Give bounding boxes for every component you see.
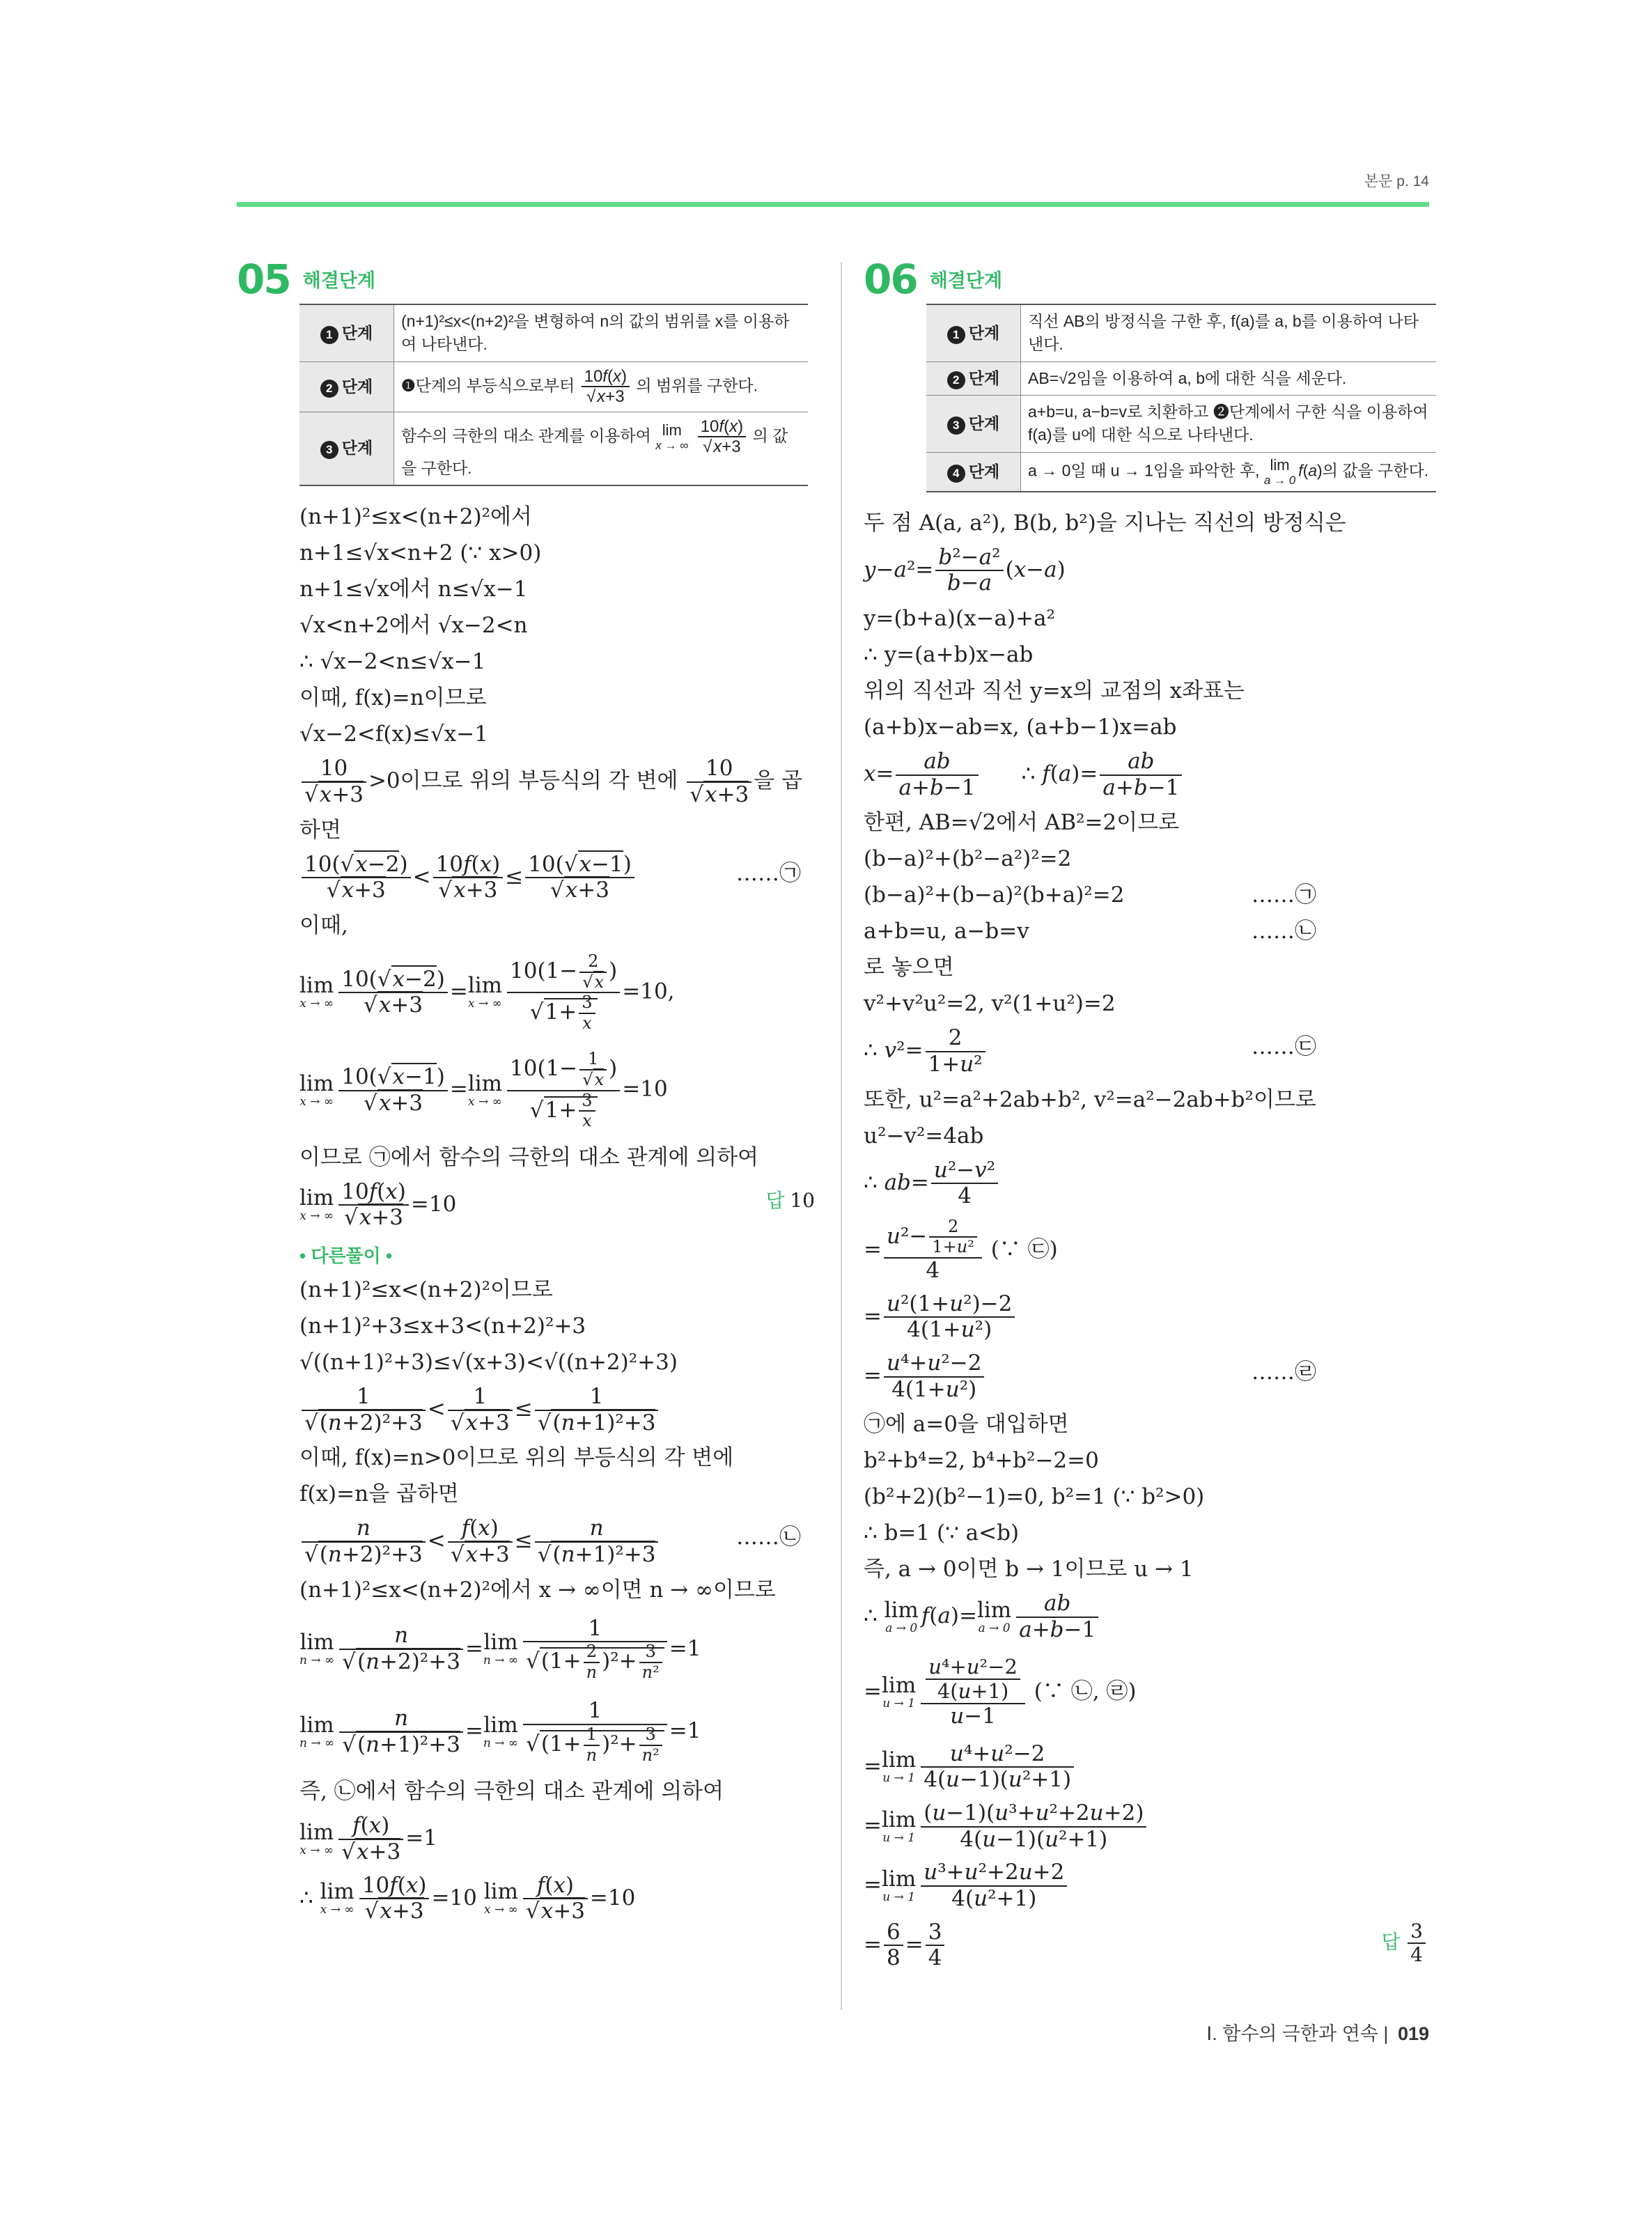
math-line: = lim u → 1 $\frac{\text{u³+u²+2u+2}}{\text{4(u²+1)}}$ [864,1856,1435,1915]
step-text: 직선 AB의 방정식을 구한 후, f(a)를 a, b를 이용하여 나타낸다. [1021,304,1437,361]
math-line: y−a²= $\frac{\text{b²−a²}}{b-a}$ (x−a) [864,544,1066,596]
math-line: = $\frac{6}{8}$ = $\frac{3}{4}$ 답 $\frac{3}{4}$ [864,1916,1435,1975]
math-line: a+b=u, a−b=v ……㉡ [864,913,1435,949]
math-line: lim x → ∞ $\frac{10(√x-2)}{√x+3}$ = lim x → ∞ 10(1− $\frac{2}{√x}$ ) √1+ $\frac{3}{x}$ =10, [299,951,675,1033]
step-text: (n+1)²≤x<(n+2)²을 변형하여 n의 값의 범위를 x를 이용하여 나타낸다. [394,304,809,361]
solution-body [299,499,815,1928]
step-row: 2 단계 ❶단계의 부등식으로부터 $\frac{10f(x)}{√x+3}$ 의 범위를 구한다. [299,361,808,412]
page-number: 019 [1397,2023,1429,2044]
math-line: 한편, AB=√2에서 AB²=2이므로 [864,810,1180,836]
math-line: = lim u → 1 $\frac{\frac{\text{u⁴+u²−2}}{4(u+1)}}{u-1}$ (∵ ㉡, ㉣) [864,1654,1137,1729]
math-line: ∴ b=1 (∵ a<b) [864,1520,1020,1546]
equation-marker: ……㉢ [1252,1034,1316,1060]
math-line: f(x)=n을 곱하면 [299,1481,459,1507]
math-line: y=(b+a)(x−a)+a² [864,606,1055,631]
math-line: (b²+2)(b²−1)=0, b²=1 (∵ b²>0) [864,1484,1205,1510]
math-line: lim n → ∞ $\frac{n}{\text{√(n+1)²+3}}$ = lim n → ∞ 1 √(1+ $\frac{1}{n}$ )²+ $\frac{3}{\text{n²}}$ =1 [299,1698,701,1765]
math-line: (a+b)x−ab=x, (a+b−1)x=ab [864,715,1177,740]
math-line: ㉠에 a=0을 대입하면 [864,1412,1069,1438]
math-line: v²+v²u²=2, v²(1+u²)=2 [864,991,1116,1017]
math-line: ∴ lim x → ∞ $\frac{10f(x)}{√x+3}$ =10 lim x → ∞ $\frac{f(x)}{√x+3}$ =10 [299,1872,636,1924]
math-line: = $\frac{\text{u⁴+u²−2}}{\text{4(1+u²)}}$ ……㉣ [864,1350,1316,1402]
math-line: (n+1)²+3≤x+3<(n+2)²+3 [299,1314,586,1339]
math-line: $\frac{1}{\text{√(n+2)²+3}}$ < $\frac{1}{√x+3}$ ≤ $\frac{1}{\text{√(n+1)²+3}}$ [299,1380,815,1440]
math-line: 이때, [299,912,348,938]
math-line: $\frac{10}{√x+3}$ >0이므로 위의 부등식의 각 변에 $\frac{10}{√x+3}$ 을 곱 [299,752,815,811]
solution-body [864,505,1435,1975]
math-line: √x<n+2에서 √x−2<n [299,613,528,639]
math-line: ∴ lim a → 0 f(a)= lim a → 0 $\frac{ab}{a+b-1}$ [864,1587,1435,1646]
chapter-title: Ⅰ. 함수의 극한과 연속 [1206,2023,1378,2044]
math-line: b²+b⁴=2, b⁴+b²−2=0 [864,1448,1099,1474]
step-text: a → 0일 때 u → 1임을 파악한 후, lim a → 0 f(a)의 값을 구한다. [1021,452,1437,492]
math-line: (b−a)²+(b²−a²)²=2 [864,846,1072,872]
math-line: lim x → ∞ $\frac{10(√x-1)}{√x+3}$ = lim x → ∞ 10(1− $\frac{1}{√x}$ ) √1+ $\frac{3}{x}$ =10 [299,1049,668,1131]
math-line: ∴ √x−2<n≤√x−1 [299,649,486,675]
math-line: 두 점 A(a, a²), B(b, b²)을 지나는 직선의 방정식은 [864,510,1346,536]
equation-marker: ……㉣ [1252,1359,1316,1385]
equation-marker: ……㉡ [736,1525,801,1550]
math-line: √x−2<f(x)≤√x−1 [299,722,488,747]
answer-box: 답 $\frac{3}{4}$ [1381,1920,1428,1966]
equation-marker: ……㉠ [736,860,801,886]
answer-box: 답 10 [765,1188,815,1212]
math-line: lim x → ∞ $\frac{f(x)}{√x+3}$ =1 [299,1813,437,1864]
step-text: 함수의 극한의 대소 관계를 이용하여 lim x → ∞ $\frac{10f(x)}{√x+3}$ 의 값을 구한다. [394,412,809,485]
math-line: n+1≤√x에서 n≤√x−1 [299,577,528,602]
problem-number: 05 [237,256,290,303]
equation-marker: ……㉡ [1252,919,1316,944]
math-line: (n+1)²≤x<(n+2)²에서 x → ∞이면 n → ∞이므로 [299,1577,776,1603]
math-line: (n+1)²≤x<(n+2)²이므로 [299,1277,553,1302]
step-3-icon: 3 [320,441,338,459]
math-line: 위의 직선과 직선 y=x의 교점의 x좌표는 [864,678,1245,703]
steps-title: 해결단계 [302,270,376,291]
math-line: u²−v²=4ab [864,1123,984,1148]
math-line: √((n+1)²+3)≤√(x+3)<√((n+2)²+3) [299,1350,678,1375]
column-divider [841,262,842,2010]
step-2-icon: 2 [320,380,338,398]
equation-marker: ……㉠ [1252,882,1316,908]
top-accent-bar [237,202,1429,207]
alternate-solution-title: • 다른풀이 • [299,1245,393,1266]
step-row: 3 단계 함수의 극한의 대소 관계를 이용하여 lim x → ∞ $\frac{10f(x)}{√x+3}$ 의 값을 구한다. [299,412,808,485]
math-line: 이때, f(x)=n>0이므로 위의 부등식의 각 변에 [299,1445,734,1471]
step-row: 1 단계 (n+1)²≤x<(n+2)²을 변형하여 n의 값의 범위를 x를 이용하여 나타낸다. [299,304,808,361]
step-3-icon: 3 [947,416,965,435]
math-line: = u²− $\frac{2}{\text{1+u²}}$ 4 (∵ ㉢) [864,1216,1058,1284]
problem-number: 06 [864,256,917,303]
step-row: 4 단계 a → 0일 때 u → 1임을 파악한 후, lim a → 0 f(a)의 값을 구한다. [926,452,1436,492]
steps-title: 해결단계 [929,270,1003,291]
step-text: a+b=u, a−b=v로 치환하고 ❷단계에서 구한 식을 이용하여 f(a)를 u에 대한 식으로 나타낸다. [1021,396,1437,453]
page-footer [1206,2018,1429,2046]
math-line: = lim u → 1 $\frac{\text{u⁴+u²−2}}{\text{4(u−1)(u²+1)}}$ [864,1738,1435,1797]
math-line: = $\frac{\text{u²(1+u²)−2}}{\text{4(1+u²)}}$ [864,1288,1435,1347]
step-text: ❶단계의 부등식으로부터 $\frac{10f(x)}{√x+3}$ 의 범위를 구한다. [394,361,809,412]
footer-separator: | [1383,2023,1389,2044]
math-line: 이때, f(x)=n이므로 [299,685,487,711]
steps-table [299,304,808,486]
step-row: 3 단계 a+b=u, a−b=v로 치환하고 ❷단계에서 구한 식을 이용하여 f(a)를 u에 대한 식으로 나타낸다. [926,396,1436,453]
solution-06 [864,251,1435,1975]
steps-table [926,304,1436,492]
math-line: $\frac{10(√x-2)}{√x+3}$ < $\frac{10f(x)}{√x+3}$ ≤ $\frac{10(√x-1)}{√x+3}$ ……㉠ [299,848,815,908]
math-line: 하면 [299,817,341,843]
step-2-icon: 2 [947,371,965,389]
step-1-icon: 1 [947,326,965,344]
math-line: ∴ y=(a+b)x−ab [864,642,1034,667]
math-line: $\frac{n}{\text{√(n+2)²+3}}$ < $\frac{f(x)}{√x+3}$ ≤ $\frac{n}{\text{√(n+1)²+3}}$ ……㉡ [299,1512,815,1571]
math-line: 로 놓으면 [864,955,954,981]
math-line: x= $\frac{ab}{a+b-1}$ ∴ f(a)= $\frac{ab}{a+b-1}$ [864,745,1435,804]
math-line: 즉, ㉡에서 함수의 극한의 대소 관계에 의하여 [299,1779,724,1805]
page-reference: 본문 p. 14 [1364,173,1429,189]
math-line: = lim u → 1 $\frac{\text{(u−1)(u³+u²+2u+2)}}{\text{4(u−1)(u²+1)}}$ [864,1797,1435,1856]
math-line: lim n → ∞ $\frac{n}{\text{√(n+2)²+3}}$ = lim n → ∞ 1 √(1+ $\frac{2}{n}$ )²+ $\frac{3}{\text{n²}}$ =1 [299,1615,701,1682]
solution-05 [237,251,815,1929]
math-line: (n+1)²≤x<(n+2)²에서 [299,504,532,530]
step-row: 2 단계 AB=√2임을 이용하여 a, b에 대한 식을 세운다. [926,361,1436,395]
step-1-icon: 1 [320,326,338,344]
math-line: ∴ ab= $\frac{\text{u²−v²}}{4}$ [864,1154,1435,1213]
math-line: ∴ v²= $\frac{2}{\text{1+u²}}$ ……㉢ [864,1025,1316,1077]
math-line: 즉, a → 0이면 b → 1이므로 u → 1 [864,1557,1194,1582]
step-4-icon: 4 [947,465,965,483]
math-line: 또한, u²=a²+2ab+b², v²=a²−2ab+b²이므로 [864,1087,1316,1112]
step-row: 1 단계 직선 AB의 방정식을 구한 후, f(a)를 a, b를 이용하여 나타낸다. [926,304,1436,361]
math-line: 이므로 ㉠에서 함수의 극한의 대소 관계에 의하여 [299,1144,759,1170]
math-line: lim x → ∞ $\frac{10f(x)}{√x+3}$ =10 답 10 [299,1178,815,1231]
step-text: AB=√2임을 이용하여 a, b에 대한 식을 세운다. [1021,361,1437,395]
math-line: n+1≤√x<n+2 (∵ x>0) [299,540,542,566]
math-line: (b−a)²+(b−a)²(b+a)²=2 ……㉠ [864,877,1435,913]
